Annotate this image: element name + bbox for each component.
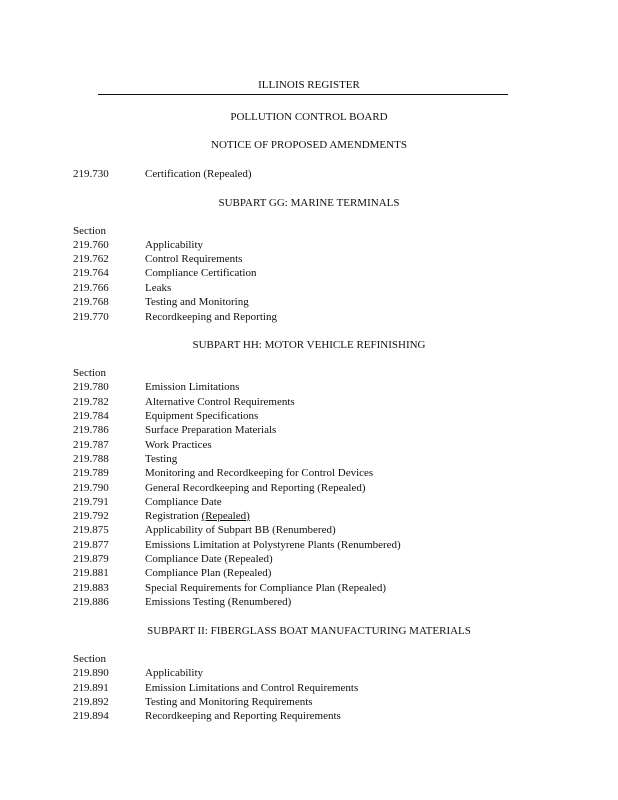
section-number: 219.787 bbox=[73, 439, 109, 451]
repealed-insertion: (Repealed) bbox=[201, 510, 250, 522]
section-number: 219.766 bbox=[73, 282, 109, 294]
section-title: Leaks bbox=[145, 282, 172, 294]
section-title: Emission Limitations and Control Requirements bbox=[145, 682, 359, 694]
section-number: 219.881 bbox=[73, 567, 109, 579]
section-title: Equipment Specifications bbox=[145, 410, 259, 422]
section-number: 219.886 bbox=[73, 596, 109, 608]
section-title: Testing bbox=[145, 453, 178, 465]
section-title: Compliance Date bbox=[145, 496, 222, 508]
section-title: Compliance Plan (Repealed) bbox=[145, 567, 272, 579]
section-number: 219.782 bbox=[73, 396, 109, 408]
section-title: General Recordkeeping and Reporting (Repealed) bbox=[145, 482, 366, 494]
section-title-text: Registration bbox=[145, 510, 199, 522]
section-title: Emissions Limitation at Polystyrene Plants (Renumbered) bbox=[145, 539, 401, 551]
board-title: POLLUTION CONTROL BOARD bbox=[230, 111, 388, 123]
section-title: Work Practices bbox=[145, 439, 212, 451]
section-number: 219.780 bbox=[73, 381, 109, 393]
section-title: Compliance Certification bbox=[145, 267, 257, 279]
section-label: Section bbox=[73, 225, 106, 237]
section-number: 219.768 bbox=[73, 296, 109, 308]
section-title bbox=[145, 510, 250, 522]
section-number: 219.892 bbox=[73, 696, 109, 708]
section-title: Special Requirements for Compliance Plan (Repealed) bbox=[145, 582, 387, 594]
section-title: Emissions Testing (Renumbered) bbox=[145, 596, 292, 608]
subpart-title: SUBPART GG: MARINE TERMINALS bbox=[218, 197, 400, 209]
section-label: Section bbox=[73, 367, 106, 379]
section-title: Surface Preparation Materials bbox=[145, 424, 277, 436]
section-number: 219.786 bbox=[73, 424, 109, 436]
section-number: 219.770 bbox=[73, 311, 109, 323]
section-title: Compliance Date (Repealed) bbox=[145, 553, 273, 565]
section-title: Alternative Control Requirements bbox=[145, 396, 295, 408]
section-title: Certification (Repealed) bbox=[145, 168, 252, 180]
section-number: 219.894 bbox=[73, 710, 109, 722]
section-number: 219.883 bbox=[73, 582, 109, 594]
section-number: 219.890 bbox=[73, 667, 109, 679]
section-title: Control Requirements bbox=[145, 253, 243, 265]
notice-title: NOTICE OF PROPOSED AMENDMENTS bbox=[211, 139, 407, 151]
section-number: 219.891 bbox=[73, 682, 109, 694]
section-title: Applicability of Subpart BB (Renumbered) bbox=[145, 524, 336, 536]
section-title: Applicability bbox=[145, 239, 204, 251]
section-number: 219.877 bbox=[73, 539, 109, 551]
section-number: 219.789 bbox=[73, 467, 109, 479]
section-number: 219.791 bbox=[73, 496, 109, 508]
section-number: 219.760 bbox=[73, 239, 109, 251]
section-label: Section bbox=[73, 653, 106, 665]
section-title: Applicability bbox=[145, 667, 204, 679]
section-number: 219.879 bbox=[73, 553, 109, 565]
register-header: ILLINOIS REGISTER bbox=[258, 79, 360, 91]
section-title: Monitoring and Recordkeeping for Control Devices bbox=[145, 467, 374, 479]
section-title: Testing and Monitoring bbox=[145, 296, 249, 308]
section-title: Recordkeeping and Reporting Requirements bbox=[145, 710, 341, 722]
section-number: 219.730 bbox=[73, 168, 109, 180]
section-title: Emission Limitations bbox=[145, 381, 240, 393]
section-number: 219.784 bbox=[73, 410, 109, 422]
section-title: Recordkeeping and Reporting bbox=[145, 311, 277, 323]
subpart-title: SUBPART HH: MOTOR VEHICLE REFINISHING bbox=[192, 339, 426, 351]
header-rule bbox=[98, 94, 508, 95]
subpart-title: SUBPART II: FIBERGLASS BOAT MANUFACTURING MATERIALS bbox=[147, 625, 471, 637]
section-number: 219.875 bbox=[73, 524, 109, 536]
section-number: 219.790 bbox=[73, 482, 109, 494]
section-number: 219.792 bbox=[73, 510, 109, 522]
section-number: 219.762 bbox=[73, 253, 109, 265]
section-number: 219.788 bbox=[73, 453, 109, 465]
section-title: Testing and Monitoring Requirements bbox=[145, 696, 313, 708]
section-number: 219.764 bbox=[73, 267, 109, 279]
